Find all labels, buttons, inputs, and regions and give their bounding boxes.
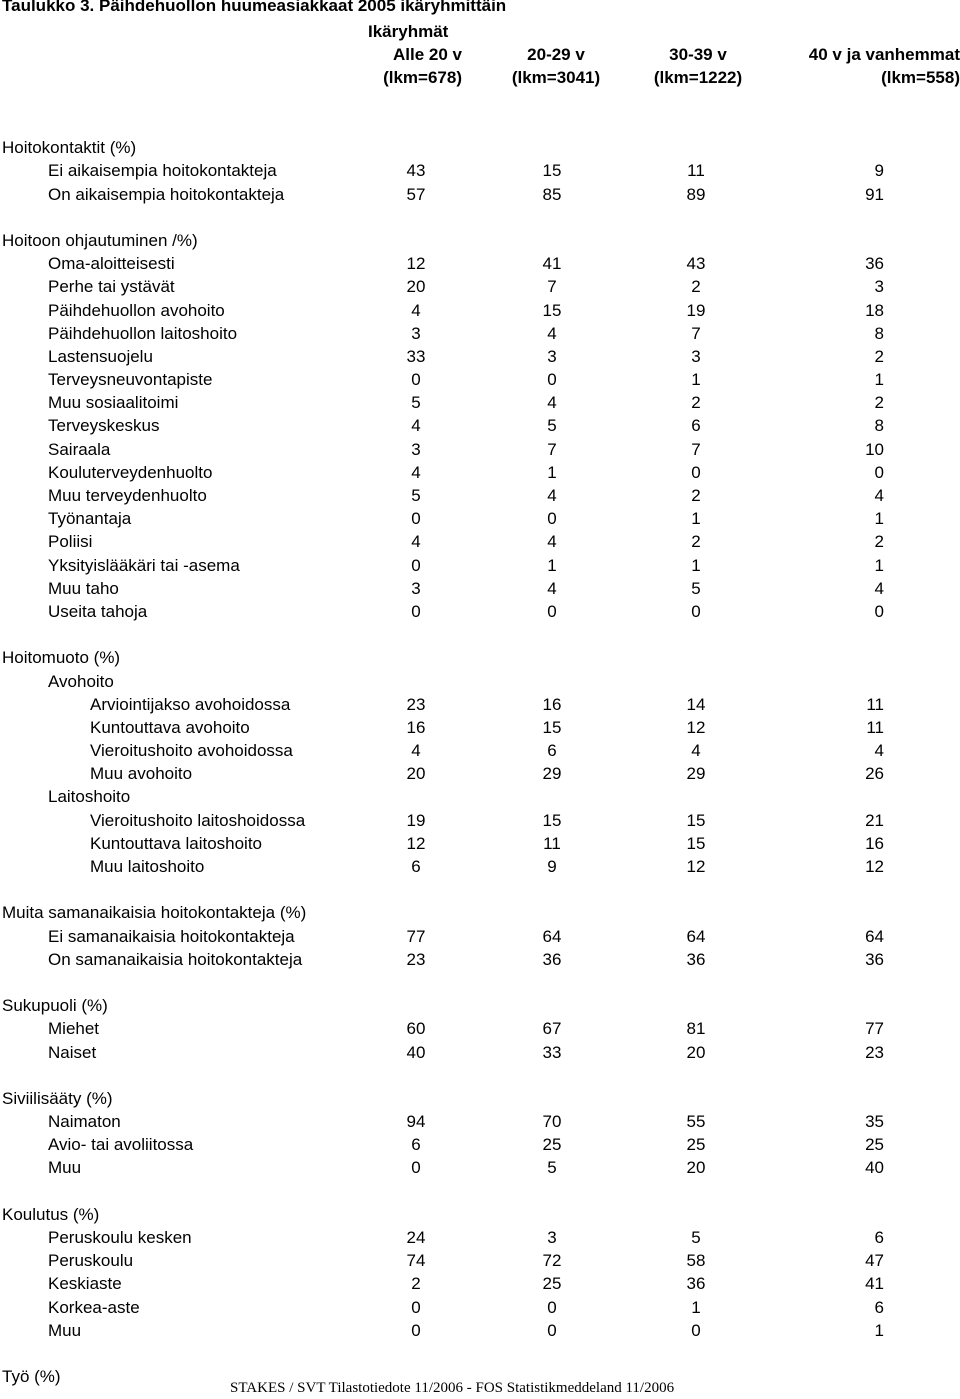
value-cell: 1 bbox=[691, 1297, 701, 1317]
table-row bbox=[0, 461, 960, 484]
value-cell: 94 bbox=[406, 1112, 426, 1132]
table-row bbox=[0, 1110, 960, 1133]
value-cell: 2 bbox=[691, 532, 701, 552]
table-row bbox=[0, 925, 960, 948]
value-cell: 4 bbox=[411, 462, 421, 482]
row-label: Lastensuojelu bbox=[48, 346, 153, 366]
value-cell: 2 bbox=[691, 393, 701, 413]
value-cell: 1 bbox=[691, 555, 701, 575]
value-cell: 36 bbox=[686, 949, 706, 969]
value-cell: 23 bbox=[406, 949, 426, 969]
value-cell: 40 bbox=[406, 1042, 426, 1062]
table-row bbox=[0, 484, 960, 507]
row-label: Keskiaste bbox=[48, 1274, 122, 1294]
value-cell: 5 bbox=[691, 578, 701, 598]
value-cell: 4 bbox=[411, 416, 421, 436]
row-label: Yksityislääkäri tai -asema bbox=[48, 555, 240, 575]
row-label: Hoitoon ohjautuminen /%) bbox=[2, 230, 198, 250]
table-row bbox=[0, 183, 960, 206]
section-heading-row bbox=[0, 994, 960, 1017]
value-cell: 21 bbox=[865, 810, 884, 830]
value-cell: 4 bbox=[874, 578, 884, 598]
value-cell: 0 bbox=[874, 462, 884, 482]
value-cell: 11 bbox=[866, 717, 884, 737]
table-row bbox=[0, 716, 960, 739]
value-cell: 43 bbox=[406, 161, 426, 181]
spacer-row bbox=[0, 971, 960, 994]
table-row bbox=[0, 1296, 960, 1319]
value-cell: 57 bbox=[406, 184, 426, 204]
table-row bbox=[0, 275, 960, 298]
table-row bbox=[0, 299, 960, 322]
table-row bbox=[0, 252, 960, 275]
value-cell: 0 bbox=[547, 1320, 557, 1340]
row-label: Kuntouttava avohoito bbox=[90, 717, 250, 737]
value-cell: 6 bbox=[691, 416, 701, 436]
value-cell: 58 bbox=[686, 1251, 706, 1271]
row-label: Hoitokontaktit (%) bbox=[2, 138, 137, 158]
value-cell: 11 bbox=[543, 833, 561, 853]
value-cell: 6 bbox=[547, 741, 557, 761]
value-cell: 4 bbox=[547, 486, 557, 505]
value-cell: 19 bbox=[686, 300, 706, 320]
value-cell: 5 bbox=[411, 486, 421, 505]
column-header-40-plus bbox=[780, 43, 960, 89]
value-cell: 1 bbox=[547, 462, 557, 482]
value-cell: 12 bbox=[686, 857, 706, 876]
value-cell: 23 bbox=[406, 694, 426, 714]
value-cell: 19 bbox=[406, 810, 426, 830]
value-cell: 7 bbox=[547, 277, 557, 297]
column-label: Alle 20 v bbox=[393, 45, 462, 64]
row-label: Päihdehuollon laitoshoito bbox=[48, 323, 238, 343]
row-label: Koulutus (%) bbox=[2, 1204, 100, 1224]
value-cell: 41 bbox=[542, 254, 562, 274]
value-cell: 33 bbox=[406, 346, 426, 366]
value-cell: 2 bbox=[874, 532, 884, 552]
row-label: Sairaala bbox=[48, 439, 111, 459]
row-label: Peruskoulu kesken bbox=[48, 1228, 192, 1247]
row-label: Peruskoulu bbox=[48, 1251, 134, 1271]
table-row bbox=[0, 1272, 960, 1295]
column-count: (lkm=3041) bbox=[511, 68, 601, 87]
value-cell: 1 bbox=[874, 555, 884, 575]
value-cell: 40 bbox=[865, 1158, 884, 1178]
value-cell: 5 bbox=[691, 1228, 701, 1247]
value-cell: 41 bbox=[865, 1274, 884, 1294]
table-body bbox=[0, 113, 960, 1388]
table-row bbox=[0, 832, 960, 855]
value-cell: 11 bbox=[866, 694, 884, 714]
column-count: (lkm=558) bbox=[881, 68, 960, 87]
table-row bbox=[0, 1226, 960, 1249]
value-cell: 15 bbox=[542, 161, 562, 181]
spacer-row bbox=[0, 1180, 960, 1203]
value-cell: 85 bbox=[542, 184, 562, 204]
value-cell: 55 bbox=[686, 1112, 706, 1132]
row-label: Laitoshoito bbox=[48, 787, 131, 807]
value-cell: 1 bbox=[691, 509, 701, 529]
value-cell: 64 bbox=[686, 926, 706, 946]
value-cell: 14 bbox=[686, 694, 706, 714]
row-label: Avohoito bbox=[48, 671, 114, 691]
value-cell: 0 bbox=[411, 1320, 421, 1340]
value-cell: 1 bbox=[874, 370, 884, 390]
table-row bbox=[0, 1041, 960, 1064]
value-cell: 0 bbox=[411, 601, 421, 621]
table-title: Taulukko 3. Päihdehuollon huumeasiakkaat 2005 ikäryhmittäin bbox=[2, 0, 507, 15]
value-cell: 6 bbox=[874, 1228, 884, 1247]
value-cell: 64 bbox=[865, 926, 884, 946]
table-row bbox=[0, 1133, 960, 1156]
value-cell: 11 bbox=[687, 161, 705, 181]
row-label: Terveyskeskus bbox=[48, 416, 160, 436]
value-cell: 36 bbox=[865, 949, 884, 969]
row-label: Vieroitushoito laitoshoidossa bbox=[90, 810, 306, 830]
value-cell: 15 bbox=[542, 300, 562, 320]
value-cell: 4 bbox=[547, 323, 557, 343]
table-row bbox=[0, 739, 960, 762]
value-cell: 36 bbox=[865, 254, 884, 274]
table-row bbox=[0, 762, 960, 785]
section-heading-row bbox=[0, 1203, 960, 1226]
row-label: Hoitomuoto (%) bbox=[2, 648, 121, 668]
value-cell: 60 bbox=[406, 1019, 426, 1039]
row-label: Muu taho bbox=[48, 578, 119, 598]
value-cell: 9 bbox=[874, 161, 884, 181]
value-cell: 4 bbox=[411, 741, 421, 761]
table-row bbox=[0, 577, 960, 600]
value-cell: 3 bbox=[547, 1228, 557, 1247]
column-label: 20-29 v bbox=[527, 45, 585, 64]
table-row bbox=[0, 368, 960, 391]
section-heading-row bbox=[0, 901, 960, 924]
value-cell: 7 bbox=[547, 439, 557, 459]
row-label: Poliisi bbox=[48, 532, 93, 552]
value-cell: 12 bbox=[406, 833, 426, 853]
value-cell: 35 bbox=[865, 1112, 884, 1132]
row-label: Vieroitushoito avohoidossa bbox=[90, 741, 293, 761]
value-cell: 70 bbox=[542, 1112, 562, 1132]
value-cell: 25 bbox=[542, 1135, 562, 1155]
spacer-row bbox=[0, 206, 960, 229]
row-label: Useita tahoja bbox=[48, 601, 148, 621]
row-label: Terveysneuvontapiste bbox=[48, 370, 213, 390]
table-row bbox=[0, 438, 960, 461]
section-heading-row bbox=[0, 1087, 960, 1110]
row-label: Sukupuoli (%) bbox=[2, 996, 108, 1016]
value-cell: 36 bbox=[542, 949, 562, 969]
value-cell: 6 bbox=[411, 1135, 421, 1155]
value-cell: 77 bbox=[865, 1019, 884, 1039]
spacer-row bbox=[0, 623, 960, 646]
value-cell: 20 bbox=[406, 277, 426, 297]
value-cell: 3 bbox=[691, 346, 701, 366]
value-cell: 0 bbox=[874, 601, 884, 621]
value-cell: 0 bbox=[411, 555, 421, 575]
value-cell: 25 bbox=[542, 1274, 562, 1294]
column-count: (lkm=678) bbox=[383, 68, 462, 87]
value-cell: 89 bbox=[686, 184, 706, 204]
value-cell: 1 bbox=[874, 1320, 884, 1340]
subsection-heading-row bbox=[0, 670, 960, 693]
value-cell: 3 bbox=[411, 323, 421, 343]
value-cell: 0 bbox=[411, 370, 421, 390]
section-heading-row bbox=[0, 646, 960, 669]
value-cell: 12 bbox=[686, 717, 706, 737]
table-row bbox=[0, 1017, 960, 1040]
row-label: Työnantaja bbox=[48, 509, 132, 529]
value-cell: 2 bbox=[874, 393, 884, 413]
value-cell: 36 bbox=[686, 1274, 706, 1294]
value-cell: 1 bbox=[874, 509, 884, 529]
table-row bbox=[0, 1249, 960, 1272]
table-row bbox=[0, 554, 960, 577]
table-row bbox=[0, 1156, 960, 1179]
row-label: Muu bbox=[48, 1158, 82, 1178]
value-cell: 20 bbox=[406, 764, 426, 784]
value-cell: 6 bbox=[874, 1297, 884, 1317]
value-cell: 67 bbox=[542, 1019, 562, 1039]
row-label: Kuntouttava laitoshoito bbox=[90, 833, 263, 853]
column-header-under-20 bbox=[366, 43, 462, 89]
value-cell: 0 bbox=[547, 509, 557, 529]
table-row bbox=[0, 507, 960, 530]
value-cell: 0 bbox=[547, 370, 557, 390]
column-label: 30-39 v bbox=[669, 45, 727, 64]
value-cell: 18 bbox=[865, 300, 884, 320]
value-cell: 4 bbox=[874, 486, 884, 505]
value-cell: 3 bbox=[547, 346, 557, 366]
value-cell: 8 bbox=[874, 323, 884, 343]
table-row bbox=[0, 530, 960, 553]
value-cell: 0 bbox=[411, 509, 421, 529]
value-cell: 29 bbox=[542, 764, 562, 784]
table-row bbox=[0, 809, 960, 832]
value-cell: 6 bbox=[411, 857, 421, 876]
row-label: Arviointijakso avohoidossa bbox=[90, 694, 291, 714]
value-cell: 0 bbox=[691, 462, 701, 482]
row-label: Naimaton bbox=[48, 1112, 121, 1132]
value-cell: 9 bbox=[547, 857, 557, 876]
value-cell: 0 bbox=[547, 1297, 557, 1317]
value-cell: 15 bbox=[686, 833, 706, 853]
value-cell: 91 bbox=[865, 184, 884, 204]
value-cell: 15 bbox=[542, 810, 562, 830]
row-label: Muu sosiaalitoimi bbox=[48, 393, 179, 413]
subsection-heading-row bbox=[0, 785, 960, 808]
value-cell: 5 bbox=[411, 393, 421, 413]
value-cell: 0 bbox=[411, 1158, 421, 1178]
value-cell: 0 bbox=[547, 601, 557, 621]
value-cell: 23 bbox=[865, 1042, 884, 1062]
row-label: Muu terveydenhuolto bbox=[48, 486, 207, 505]
value-cell: 77 bbox=[406, 926, 426, 946]
table-row bbox=[0, 345, 960, 368]
table-row bbox=[0, 391, 960, 414]
row-label: Muu laitoshoito bbox=[90, 857, 205, 876]
value-cell: 3 bbox=[411, 578, 421, 598]
table-row bbox=[0, 322, 960, 345]
value-cell: 81 bbox=[686, 1019, 706, 1039]
spacer-row bbox=[0, 878, 960, 901]
value-cell: 15 bbox=[686, 810, 706, 830]
row-label: Miehet bbox=[48, 1019, 100, 1039]
value-cell: 0 bbox=[691, 1320, 701, 1340]
value-cell: 47 bbox=[865, 1251, 884, 1271]
table-row bbox=[0, 1319, 960, 1342]
row-label: Kouluterveydenhuolto bbox=[48, 462, 213, 482]
value-cell: 2 bbox=[874, 346, 884, 366]
row-label: Muu avohoito bbox=[90, 764, 193, 784]
value-cell: 3 bbox=[411, 439, 421, 459]
value-cell: 12 bbox=[406, 254, 426, 274]
row-label: Korkea-aste bbox=[48, 1297, 140, 1317]
row-label: Perhe tai ystävät bbox=[48, 277, 175, 297]
table-row bbox=[0, 855, 960, 878]
spacer-row bbox=[0, 1064, 960, 1087]
row-label: Työ (%) bbox=[2, 1367, 61, 1387]
value-cell: 1 bbox=[691, 370, 701, 390]
value-cell: 5 bbox=[547, 416, 557, 436]
row-label: On aikaisempia hoitokontakteja bbox=[48, 184, 285, 204]
value-cell: 7 bbox=[691, 439, 701, 459]
value-cell: 0 bbox=[691, 601, 701, 621]
value-cell: 15 bbox=[542, 717, 562, 737]
value-cell: 29 bbox=[686, 764, 706, 784]
table-row bbox=[0, 159, 960, 182]
value-cell: 0 bbox=[411, 1297, 421, 1317]
column-header-30-39 bbox=[640, 43, 756, 89]
section-heading-row bbox=[0, 136, 960, 159]
value-cell: 3 bbox=[874, 277, 884, 297]
value-cell: 4 bbox=[411, 300, 421, 320]
value-cell: 20 bbox=[686, 1042, 706, 1062]
column-count: (lkm=1222) bbox=[653, 68, 743, 87]
value-cell: 4 bbox=[547, 578, 557, 598]
table-row bbox=[0, 414, 960, 437]
value-cell: 25 bbox=[686, 1135, 706, 1155]
value-cell: 24 bbox=[406, 1228, 426, 1247]
value-cell: 10 bbox=[865, 439, 884, 459]
column-header-20-29 bbox=[498, 43, 614, 89]
value-cell: 4 bbox=[547, 393, 557, 413]
value-cell: 16 bbox=[542, 694, 562, 714]
value-cell: 8 bbox=[874, 416, 884, 436]
row-label: Oma-aloitteisesti bbox=[48, 254, 175, 274]
value-cell: 7 bbox=[691, 323, 701, 343]
value-cell: 25 bbox=[865, 1135, 884, 1155]
value-cell: 64 bbox=[542, 926, 562, 946]
row-label: On samanaikaisia hoitokontakteja bbox=[48, 949, 303, 969]
value-cell: 2 bbox=[691, 486, 701, 505]
table-row bbox=[0, 948, 960, 971]
row-label: Päihdehuollon avohoito bbox=[48, 300, 225, 320]
value-cell: 20 bbox=[686, 1158, 706, 1178]
value-cell: 4 bbox=[691, 741, 701, 761]
row-label: Siviilisääty (%) bbox=[2, 1088, 113, 1108]
row-label: Avio- tai avoliitossa bbox=[48, 1135, 194, 1155]
value-cell: 43 bbox=[686, 254, 706, 274]
spacer-row bbox=[0, 113, 960, 136]
value-cell: 4 bbox=[547, 532, 557, 552]
table-row bbox=[0, 600, 960, 623]
value-cell: 12 bbox=[865, 857, 884, 876]
section-heading-row bbox=[0, 229, 960, 252]
value-cell: 4 bbox=[874, 741, 884, 761]
value-cell: 26 bbox=[865, 764, 884, 784]
source-footer: STAKES / SVT Tilastotiedote 11/2006 - FOS Statistikmeddeland 11/2006 bbox=[230, 1380, 675, 1396]
value-cell: 33 bbox=[542, 1042, 562, 1062]
row-label: Ei samanaikaisia hoitokontakteja bbox=[48, 926, 295, 946]
row-label: Naiset bbox=[48, 1042, 97, 1062]
column-label: 40 v ja vanhemmat bbox=[808, 45, 960, 64]
row-label: Muita samanaikaisia hoitokontakteja (%) bbox=[2, 903, 307, 923]
row-label: Muu bbox=[48, 1320, 82, 1340]
value-cell: 72 bbox=[542, 1251, 562, 1271]
value-cell: 2 bbox=[691, 277, 701, 297]
value-cell: 16 bbox=[406, 717, 426, 737]
value-cell: 74 bbox=[406, 1251, 426, 1271]
value-cell: 16 bbox=[865, 833, 884, 853]
table-row bbox=[0, 693, 960, 716]
spacer-row bbox=[0, 1342, 960, 1365]
value-cell: 5 bbox=[547, 1158, 557, 1178]
row-label: Ei aikaisempia hoitokontakteja bbox=[48, 161, 277, 181]
value-cell: 1 bbox=[547, 555, 557, 575]
group-header: Ikäryhmät bbox=[368, 22, 449, 41]
value-cell: 4 bbox=[411, 532, 421, 552]
value-cell: 2 bbox=[411, 1274, 421, 1294]
